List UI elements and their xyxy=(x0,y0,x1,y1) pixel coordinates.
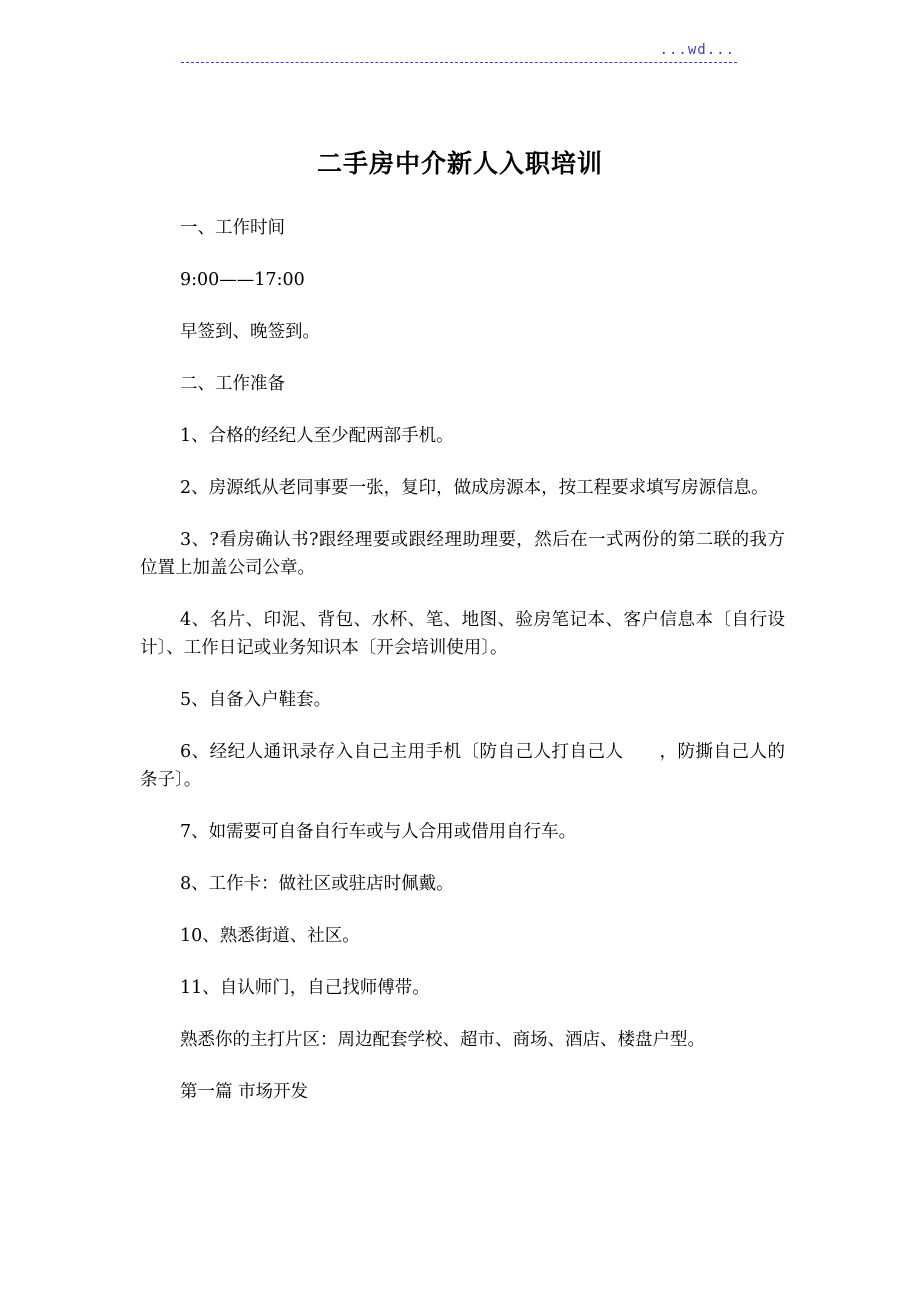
document-title: 二手房中介新人入职培训 xyxy=(316,149,603,178)
paragraph-area: 熟悉你的主打片区：周边配套学校、超市、商场、酒店、楼盘户型。 xyxy=(180,1030,705,1050)
paragraph-work-hours: 9:00——17:00 xyxy=(180,270,305,290)
paragraph-item-5: 5、自备入户鞋套。 xyxy=(180,690,332,710)
page-header xyxy=(181,40,737,63)
paragraph-item-1: 1、合格的经纪人至少配两部手机。 xyxy=(180,426,454,446)
paragraph-preparation-heading: 二、工作准备 xyxy=(180,374,285,394)
paragraph-item-4: 4、名片、印泥、背包、水杯、笔、地图、验房笔记本、客户信息本〔自行设计〕、工作日记或业务知识本〔开会培训使用〕。 xyxy=(140,610,785,658)
paragraph-item-2: 2、房源纸从老同事要一张，复印，做成房源本，按工程要求填写房源信息。 xyxy=(180,478,769,498)
paragraph-chapter-1: 第一篇 市场开发 xyxy=(180,1082,309,1102)
paragraph-item-8: 8、工作卡：做社区或驻店时佩戴。 xyxy=(180,874,454,894)
paragraph-item-6: 6、经纪人通讯录存入自己主用手机〔防自己人打自己人 ，防撕自己人的条子〕。 xyxy=(140,742,785,790)
paragraph-item-10: 10、熟悉街道、社区。 xyxy=(180,926,360,946)
paragraph-item-3: 3、?看房确认书?跟经理要或跟经理助理要，然后在一式两份的第二联的我方位置上加盖公司公章。 xyxy=(140,530,785,578)
header-mark: ...wd... xyxy=(659,42,735,58)
paragraph-item-11: 11、自认师门，自己找师傅带。 xyxy=(180,978,430,998)
document-body xyxy=(140,214,785,1130)
paragraph-item-7: 7、如需要可自备自行车或与人合用或借用自行车。 xyxy=(180,822,577,842)
paragraph-work-hours-heading: 一、工作时间 xyxy=(180,218,285,238)
paragraph-sign-in: 早签到、晚签到。 xyxy=(180,322,320,342)
